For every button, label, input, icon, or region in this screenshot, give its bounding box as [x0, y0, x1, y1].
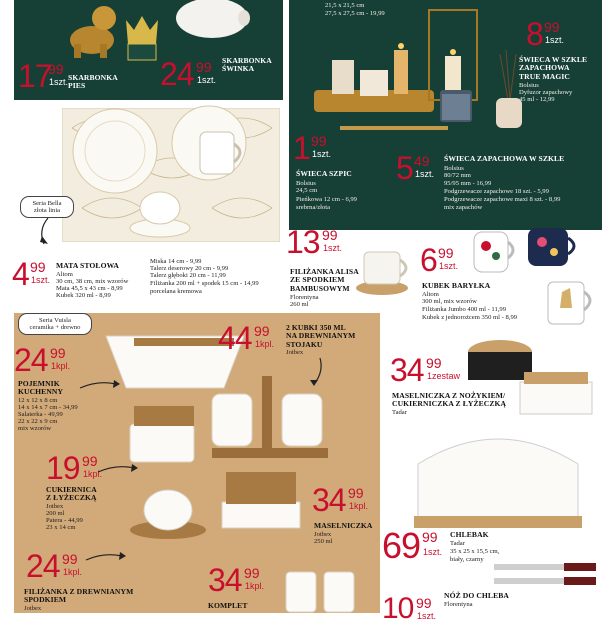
glass-candle-image: [438, 84, 474, 124]
dog-price: 17 99 1szt.: [18, 58, 69, 94]
szpic-detail-1: Bolsius: [296, 180, 316, 187]
alisa-cup-image: [354, 246, 420, 296]
cukiernica-price: 19 99 1kpl.: [46, 450, 103, 486]
candle-tray-image: [310, 20, 440, 120]
mata-detail-2: 30 cm, 38 cm, mix wzorów: [56, 278, 129, 285]
sugar-bowl-image: [124, 402, 200, 466]
mata-detail-1: Altom: [56, 271, 73, 278]
komplet-price: 34 99 1kpl.: [208, 562, 265, 598]
plate-image: [70, 106, 160, 196]
mata-name: MATA STOŁOWA: [56, 261, 120, 270]
noz-detail-1: Tadar: [392, 409, 407, 416]
szpic-detail-3: Pieńkowa 12 cm - 6,99: [296, 196, 357, 203]
alisa-detail-2: 260 ml: [290, 301, 309, 308]
glass-price: 5 49 1szt.: [396, 150, 435, 186]
mata2-detail-1: Miska 14 cm - 9,99: [150, 258, 202, 265]
tray-size-1: 21,5 x 21,5 cm: [325, 2, 365, 9]
piggy-name: SKARBONKA ŚWINKA: [222, 56, 272, 74]
alisa-name: FILIŻANKA ALISA ZE SPODKIEM BAMBUSOWYM: [290, 267, 359, 293]
pojemnik-detail-3: Salaterka - 49,99: [18, 411, 63, 418]
arrow-icon: [78, 378, 120, 392]
chlebak-name: CHLEBAK: [450, 530, 489, 539]
candle-sticks-image: [340, 122, 450, 136]
maselniczka-detail-1: Jotbex: [314, 531, 332, 538]
barylka-mug-2-image: [524, 222, 586, 272]
dog-figurine-image: [62, 0, 120, 60]
cukiernica-detail-3: Patera - 44,99: [46, 517, 83, 524]
szpic-detail-4: srebrna/złota: [296, 204, 331, 211]
truemagic-detail-2: Dyfuzor zapachowy: [519, 89, 573, 96]
glass-detail-3: 95/95 mm - 16,99: [444, 180, 492, 187]
barylka-detail-3: Filiżanka Jumbo 400 ml - 11,99: [422, 306, 507, 313]
maselniczka-price: 34 99 1kpl.: [312, 482, 369, 518]
noz-price: 34 99 1zestaw: [390, 352, 461, 388]
mata2-detail-2: Talerz deserowy 20 cm - 9,99: [150, 265, 229, 272]
mata2-detail-4: Filiżanka 200 ml + spodek 15 cm - 14,99: [150, 280, 259, 287]
bread-knife-image: [492, 560, 600, 590]
pojemnik-detail-4: 22 x 22 x 9 cm: [18, 418, 58, 425]
glass-detail-2: 80/72 mm: [444, 172, 471, 179]
cup-saucer-image: [128, 188, 192, 238]
kubki-price: 44 99 1kpl.: [218, 320, 275, 356]
barylka-detail-2: 300 ml, mix wzorów: [422, 298, 477, 305]
maselniczka-name: MASELNICZKA: [314, 521, 373, 530]
arrow-icon: [96, 462, 138, 476]
barylka-detail-4: Kubek z jednorożcem 350 ml - 8,99: [422, 314, 518, 321]
szpic-price: 1 99 1szt.: [293, 130, 332, 166]
mata-detail-4: Kubek 320 ml - 8,99: [56, 292, 111, 299]
pojemnik-detail-2: 14 x 14 x 7 cm - 34,99: [18, 404, 78, 411]
cukiernica-detail-2: 200 ml: [46, 510, 65, 517]
chlebak-detail-3: biały, czarny: [450, 556, 484, 563]
mata-price: 4 99 1szt.: [12, 256, 51, 292]
barylka-detail-1: Altom: [422, 291, 439, 298]
pojemnik-detail-1: 12 x 12 x 8 cm: [18, 397, 58, 404]
glass-detail-5: Podgrzewacze zapachowe maxi 8 szt. - 8,99: [444, 196, 561, 203]
chlebak-detail-2: 35 x 25 x 15,5 cm,: [450, 548, 500, 555]
mata2-detail-3: Talerz głęboki 20 cm - 11,99: [150, 272, 226, 279]
noz-name: MASELNICZKA Z NOŻYKIEM/ CUKIERNICZKA Z ŁYŻECZKĄ: [392, 391, 507, 409]
filizanka-name: FILIŻANKA Z DREWNIANYM SPODKIEM: [24, 587, 134, 605]
chlebak-price: 69 99 1szt.: [382, 525, 443, 566]
filizanka-detail-1: Jotbex: [24, 605, 42, 612]
arrow-icon: [34, 216, 54, 248]
truemagic-name: ŚWIECA W SZKLE ZAPACHOWA TRUE MAGIC: [519, 55, 588, 81]
chlebak-detail-1: Tadar: [450, 540, 465, 547]
barylka-price: 6 99 1szt.: [420, 242, 459, 278]
arrow-icon: [306, 356, 326, 388]
truemagic-detail-1: Bolsius: [519, 82, 539, 89]
dog-name: SKARBONKA PIES: [68, 73, 118, 91]
chleb-name: NÓŻ DO CHLEBA: [444, 591, 510, 600]
pojemnik-name: POJEMNIK KUCHENNY: [18, 379, 64, 397]
tray-size-2: 27,5 x 27,5 cm - 19,99: [325, 10, 385, 17]
kubki-detail-1: Jotbex: [286, 349, 304, 356]
pojemnik-price: 24 99 1kpl.: [14, 342, 71, 378]
butter-dish-image: [218, 468, 304, 532]
mug-image: [194, 126, 248, 180]
komplet-name: KOMPLET: [208, 601, 248, 610]
cup-wooden-saucer-image: [128, 482, 208, 542]
bread-box-image: [408, 424, 588, 530]
glass-detail-6: mix zapachów: [444, 204, 483, 211]
chleb-price: 10 99 1szt.: [382, 592, 437, 625]
szpic-detail-2: 24,5 cm: [296, 187, 318, 194]
unicorn-mug-image: [540, 278, 598, 328]
piggy-bank-image: [172, 0, 252, 42]
chleb-detail-1: Florentyna: [444, 601, 473, 608]
alisa-price: 13 99 1szt.: [286, 224, 343, 260]
series-vuisla-badge: Seria Vuisla ceramika + drewno: [18, 313, 92, 335]
truemagic-detail-3: 45 ml - 12,99: [519, 96, 555, 103]
cukiernica-name: CUKIERNICA Z ŁYŻECZKĄ: [46, 485, 97, 503]
barylka-mug-1-image: [470, 226, 520, 278]
arrow-icon: [84, 550, 126, 564]
crown-figurine-image: [124, 14, 160, 62]
barylka-name: KUBEK BARYŁKA: [422, 281, 491, 290]
series-bella-badge: Seria Bella złota linia: [20, 196, 74, 218]
glass-detail-4: Podgrzewacze zapachowe 18 szt. - 5,99: [444, 188, 549, 195]
szpic-name: ŚWIECA SZPIC: [296, 169, 352, 178]
mata-detail-3: Mata 45,5 x 43 cm - 8,99: [56, 285, 123, 292]
glass-name: ŚWIECA ZAPACHOWA W SZKLE: [444, 154, 565, 163]
kubki-name: 2 KUBKI 350 ML NA DREWNIANYM STOJAKU: [286, 323, 356, 349]
komplet-image: [284, 566, 358, 613]
cukiernica-detail-4: 23 x 14 cm: [46, 524, 76, 531]
filizanka-price: 24 99 1kpl.: [26, 548, 83, 584]
pojemnik-detail-5: mix wzorów: [18, 425, 52, 432]
glass-detail-1: Bolsius: [444, 165, 464, 172]
truemagic-price: 8 99 1szt.: [526, 16, 565, 52]
piggy-price: 24 99 1szt.: [160, 56, 217, 92]
maselniczka-detail-2: 250 ml: [314, 538, 333, 545]
cukiernica-detail-1: Jotbex: [46, 503, 64, 510]
alisa-detail-1: Florentyna: [290, 294, 319, 301]
mata2-detail-5: porcelana kremowa: [150, 288, 202, 295]
